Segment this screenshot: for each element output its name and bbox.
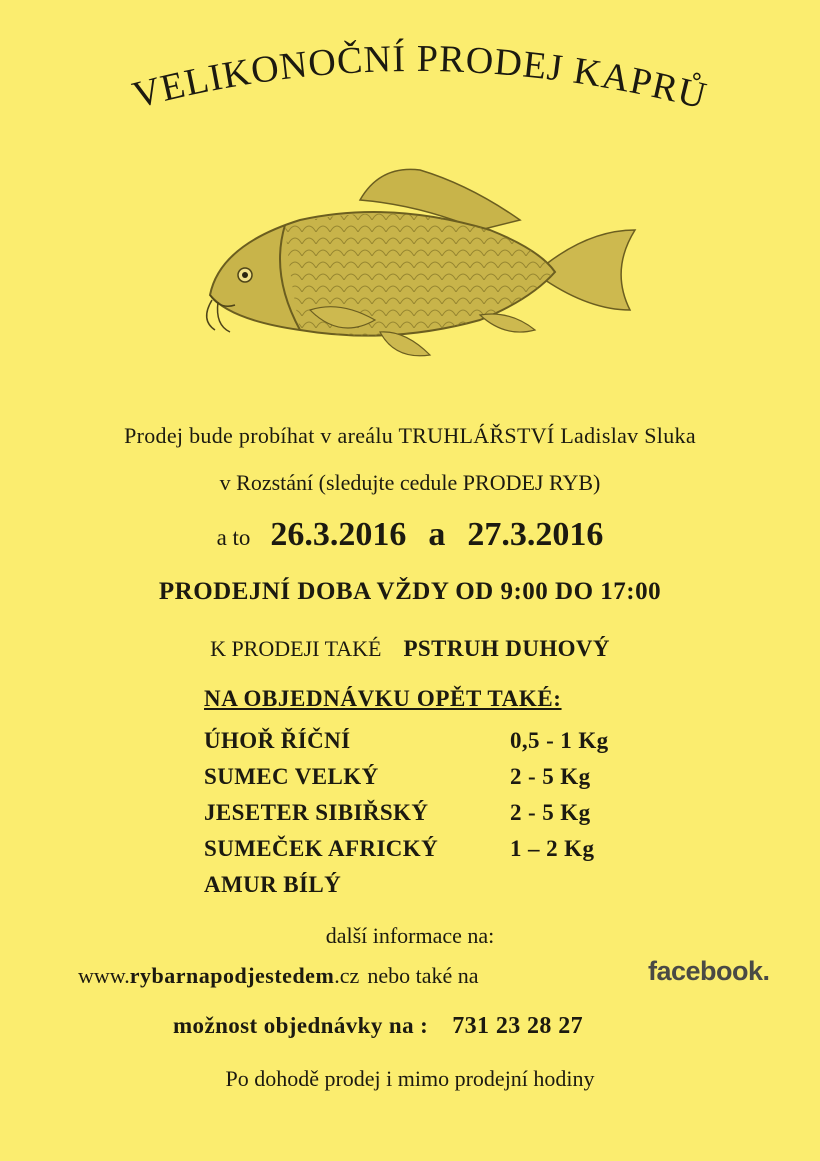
order-item-weight: 1 – 2 Kg bbox=[510, 836, 595, 861]
trout-line bbox=[0, 636, 820, 662]
website-line bbox=[78, 963, 478, 989]
order-item-name: SUMEČEK AFRICKÝ bbox=[204, 836, 439, 861]
carp-illustration bbox=[190, 160, 640, 380]
order-item bbox=[204, 836, 664, 872]
order-item bbox=[204, 872, 664, 908]
location-line-1: Prodej bude probíhat v areálu TRUHLÁŘSTVÍ Ladislav Sluka bbox=[124, 423, 696, 448]
order-item-weight: 2 - 5 Kg bbox=[510, 764, 591, 789]
order-item bbox=[204, 728, 664, 764]
order-item-name: SUMEC VELKÝ bbox=[204, 764, 379, 789]
trout-fish: PSTRUH DUHOVÝ bbox=[403, 636, 610, 661]
poster-title-text: VELIKONOČNÍ PRODEJ KAPRŮ bbox=[128, 37, 712, 118]
order-item-name: JESETER SIBIŘSKÝ bbox=[204, 800, 429, 825]
order-item-weight: 0,5 - 1 Kg bbox=[510, 728, 609, 753]
order-item bbox=[204, 764, 664, 800]
date-first: 26.3.2016 bbox=[270, 516, 407, 553]
footer-note: Po dohodě prodej i mimo prodejní hodiny bbox=[225, 1066, 595, 1091]
poster-title bbox=[60, 30, 760, 140]
website-domain[interactable]: rybarnapodjestedem bbox=[129, 963, 335, 988]
dates-conjunction: a bbox=[428, 516, 446, 553]
order-item-weight: 2 - 5 Kg bbox=[510, 800, 591, 825]
opening-hours: PRODEJNÍ DOBA VŽDY OD 9:00 DO 17:00 bbox=[158, 578, 662, 605]
facebook-logo[interactable]: facebook. bbox=[648, 956, 770, 986]
order-heading: NA OBJEDNÁVKU OPĚT TAKÉ: bbox=[204, 686, 562, 711]
date-second: 27.3.2016 bbox=[467, 516, 604, 553]
phone-label: možnost objednávky na : bbox=[173, 1013, 429, 1038]
phone-line bbox=[173, 1013, 583, 1040]
more-info-label: další informace na: bbox=[325, 923, 495, 948]
order-item-name: AMUR BÍLÝ bbox=[204, 872, 342, 897]
sale-dates bbox=[0, 516, 820, 554]
website-tail: nebo také na bbox=[367, 963, 479, 988]
website-prefix: www. bbox=[78, 963, 130, 988]
order-list bbox=[204, 728, 664, 908]
order-item-name: ÚHOŘ ŘÍČNÍ bbox=[204, 728, 351, 753]
order-item bbox=[204, 800, 664, 836]
location-line-2: v Rozstání (sledujte cedule PRODEJ RYB) bbox=[219, 470, 601, 495]
trout-label: K PRODEJI TAKÉ bbox=[210, 636, 382, 661]
dates-prefix: a to bbox=[216, 525, 251, 550]
phone-number[interactable]: 731 23 28 27 bbox=[452, 1013, 584, 1039]
website-suffix: .cz bbox=[334, 963, 360, 988]
